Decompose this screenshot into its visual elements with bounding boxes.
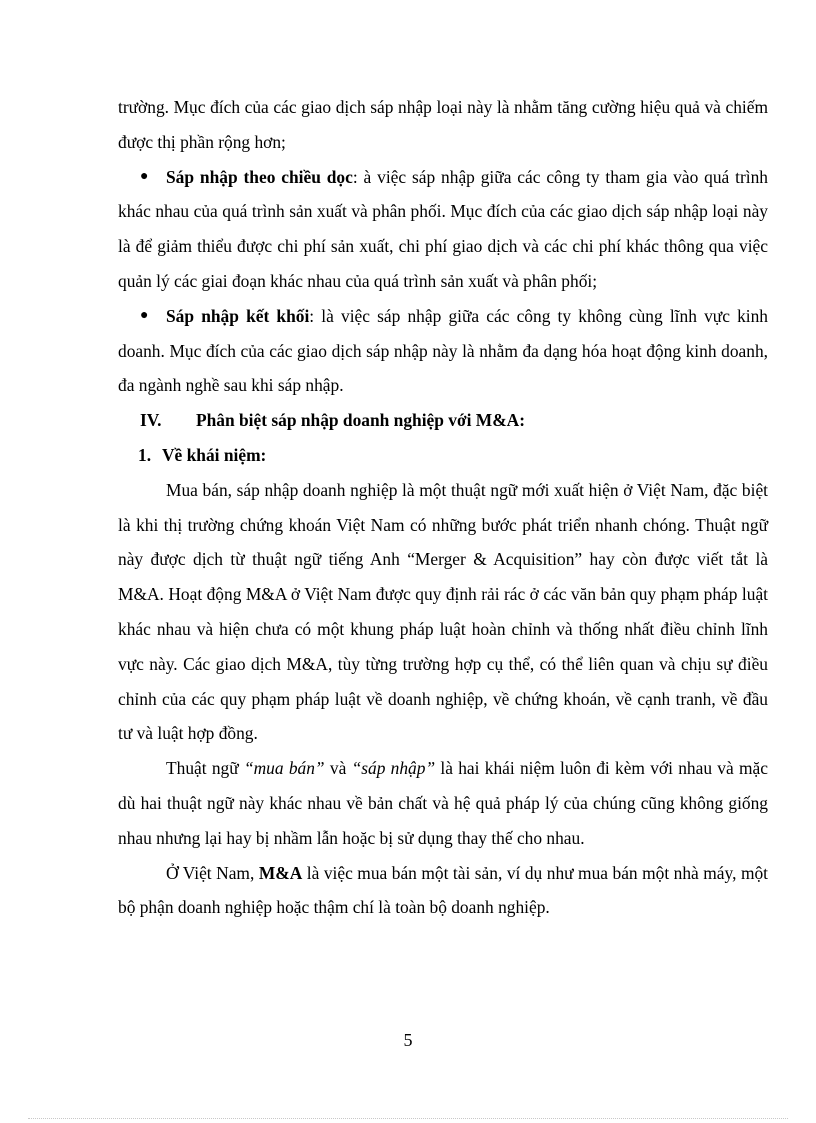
subsection-number: 1. (138, 444, 152, 465)
bullet-item-vertical-merger (118, 160, 768, 299)
page-number: 5 (403, 1030, 413, 1050)
bullet-term: Sáp nhập kết khối (166, 305, 310, 326)
paragraph-concept: Mua bán, sáp nhập doanh nghiệp là một thuật ngữ mới xuất hiện ở Việt Nam, đặc biệt là khi thị trường chứng khoán Việt Nam có những bước phát triển nhanh chóng. Thuật ngữ này được dịch từ thuật ngữ tiếng Anh “Merger & Acquisition” hay còn được viết tắt là M&A. Hoạt động M&A ở Việt Nam được quy định rải rác ở các văn bản quy phạm pháp luật khác nhau và hiện chưa có một khung pháp luật hoàn chỉnh và thống nhất điều chỉnh lĩnh vực này. Các giao dịch M&A, tùy từng trường hợp cụ thể, có thể liên quan và chịu sự điều chỉnh của các quy phạm pháp luật về doanh nghiệp, về chứng khoán, về cạnh tranh, về đầu tư và luật hợp đồng. (118, 479, 768, 744)
bullet-icon: ● (140, 307, 149, 323)
paragraph-vietnam-ma (118, 856, 768, 926)
page-footer-divider (28, 1118, 788, 1119)
bullet-term: Sáp nhập theo chiều dọc (166, 166, 353, 187)
bullet-text: : à việc sáp nhập giữa các công ty tham gia vào quá trình khác nhau của quá trình sản xuất và phân phối. Mục đích của các giao dịch sáp nhập loại này là để giảm thiểu được chi phí sản xuất, chi phí giao dịch và các chi phí khác thông qua việc quản lý các giai đoạn khác nhau của quá trình sản xuất và phân phối; (118, 166, 769, 291)
subsection-title: Về khái niệm: (162, 444, 267, 465)
term-ma: M&A (258, 862, 303, 883)
continued-paragraph: trường. Mục đích của các giao dịch sáp nhập loại này là nhằm tăng cường hiệu quả và chiếm được thị phần rộng hơn; (118, 97, 768, 152)
term-mua-ban: “mua bán” (243, 758, 325, 779)
bullet-icon: ● (140, 168, 149, 184)
text-run: và (324, 758, 352, 779)
section-title: Phân biệt sáp nhập doanh nghiệp với M&A: (196, 410, 526, 431)
text-run: là hai khái niệm luôn đi kèm với nhau và mặc dù hai thuật ngữ này khác nhau về bản chất và hệ quả pháp lý của chúng cũng không giống nhau nhưng lại hay bị nhầm lẫn hoặc bị sử dụng thay thế cho nhau. (118, 758, 768, 848)
bullet-item-conglomerate-merger (118, 299, 768, 403)
term-sap-nhap: “sáp nhập” (351, 758, 436, 779)
paragraph-terms (118, 751, 768, 855)
bullet-text: : là việc sáp nhập giữa các công ty không cùng lĩnh vực kinh doanh. Mục đích của các giao dịch sáp nhập này là nhằm đa dạng hóa hoạt động kinh doanh, đa ngành nghề sau khi sáp nhập. (118, 305, 768, 396)
text-run: là việc mua bán một tài sản, ví dụ như mua bán một nhà máy, một bộ phận doanh nghiệp hoặc thậm chí là toàn bộ doanh nghiệp. (118, 862, 768, 918)
section-number: IV. (140, 410, 162, 431)
subsection-heading (118, 438, 768, 473)
section-heading (118, 403, 768, 438)
text-run: Ở Việt Nam, (166, 862, 259, 883)
page-body (118, 90, 768, 925)
text-run: Thuật ngữ (166, 758, 244, 779)
